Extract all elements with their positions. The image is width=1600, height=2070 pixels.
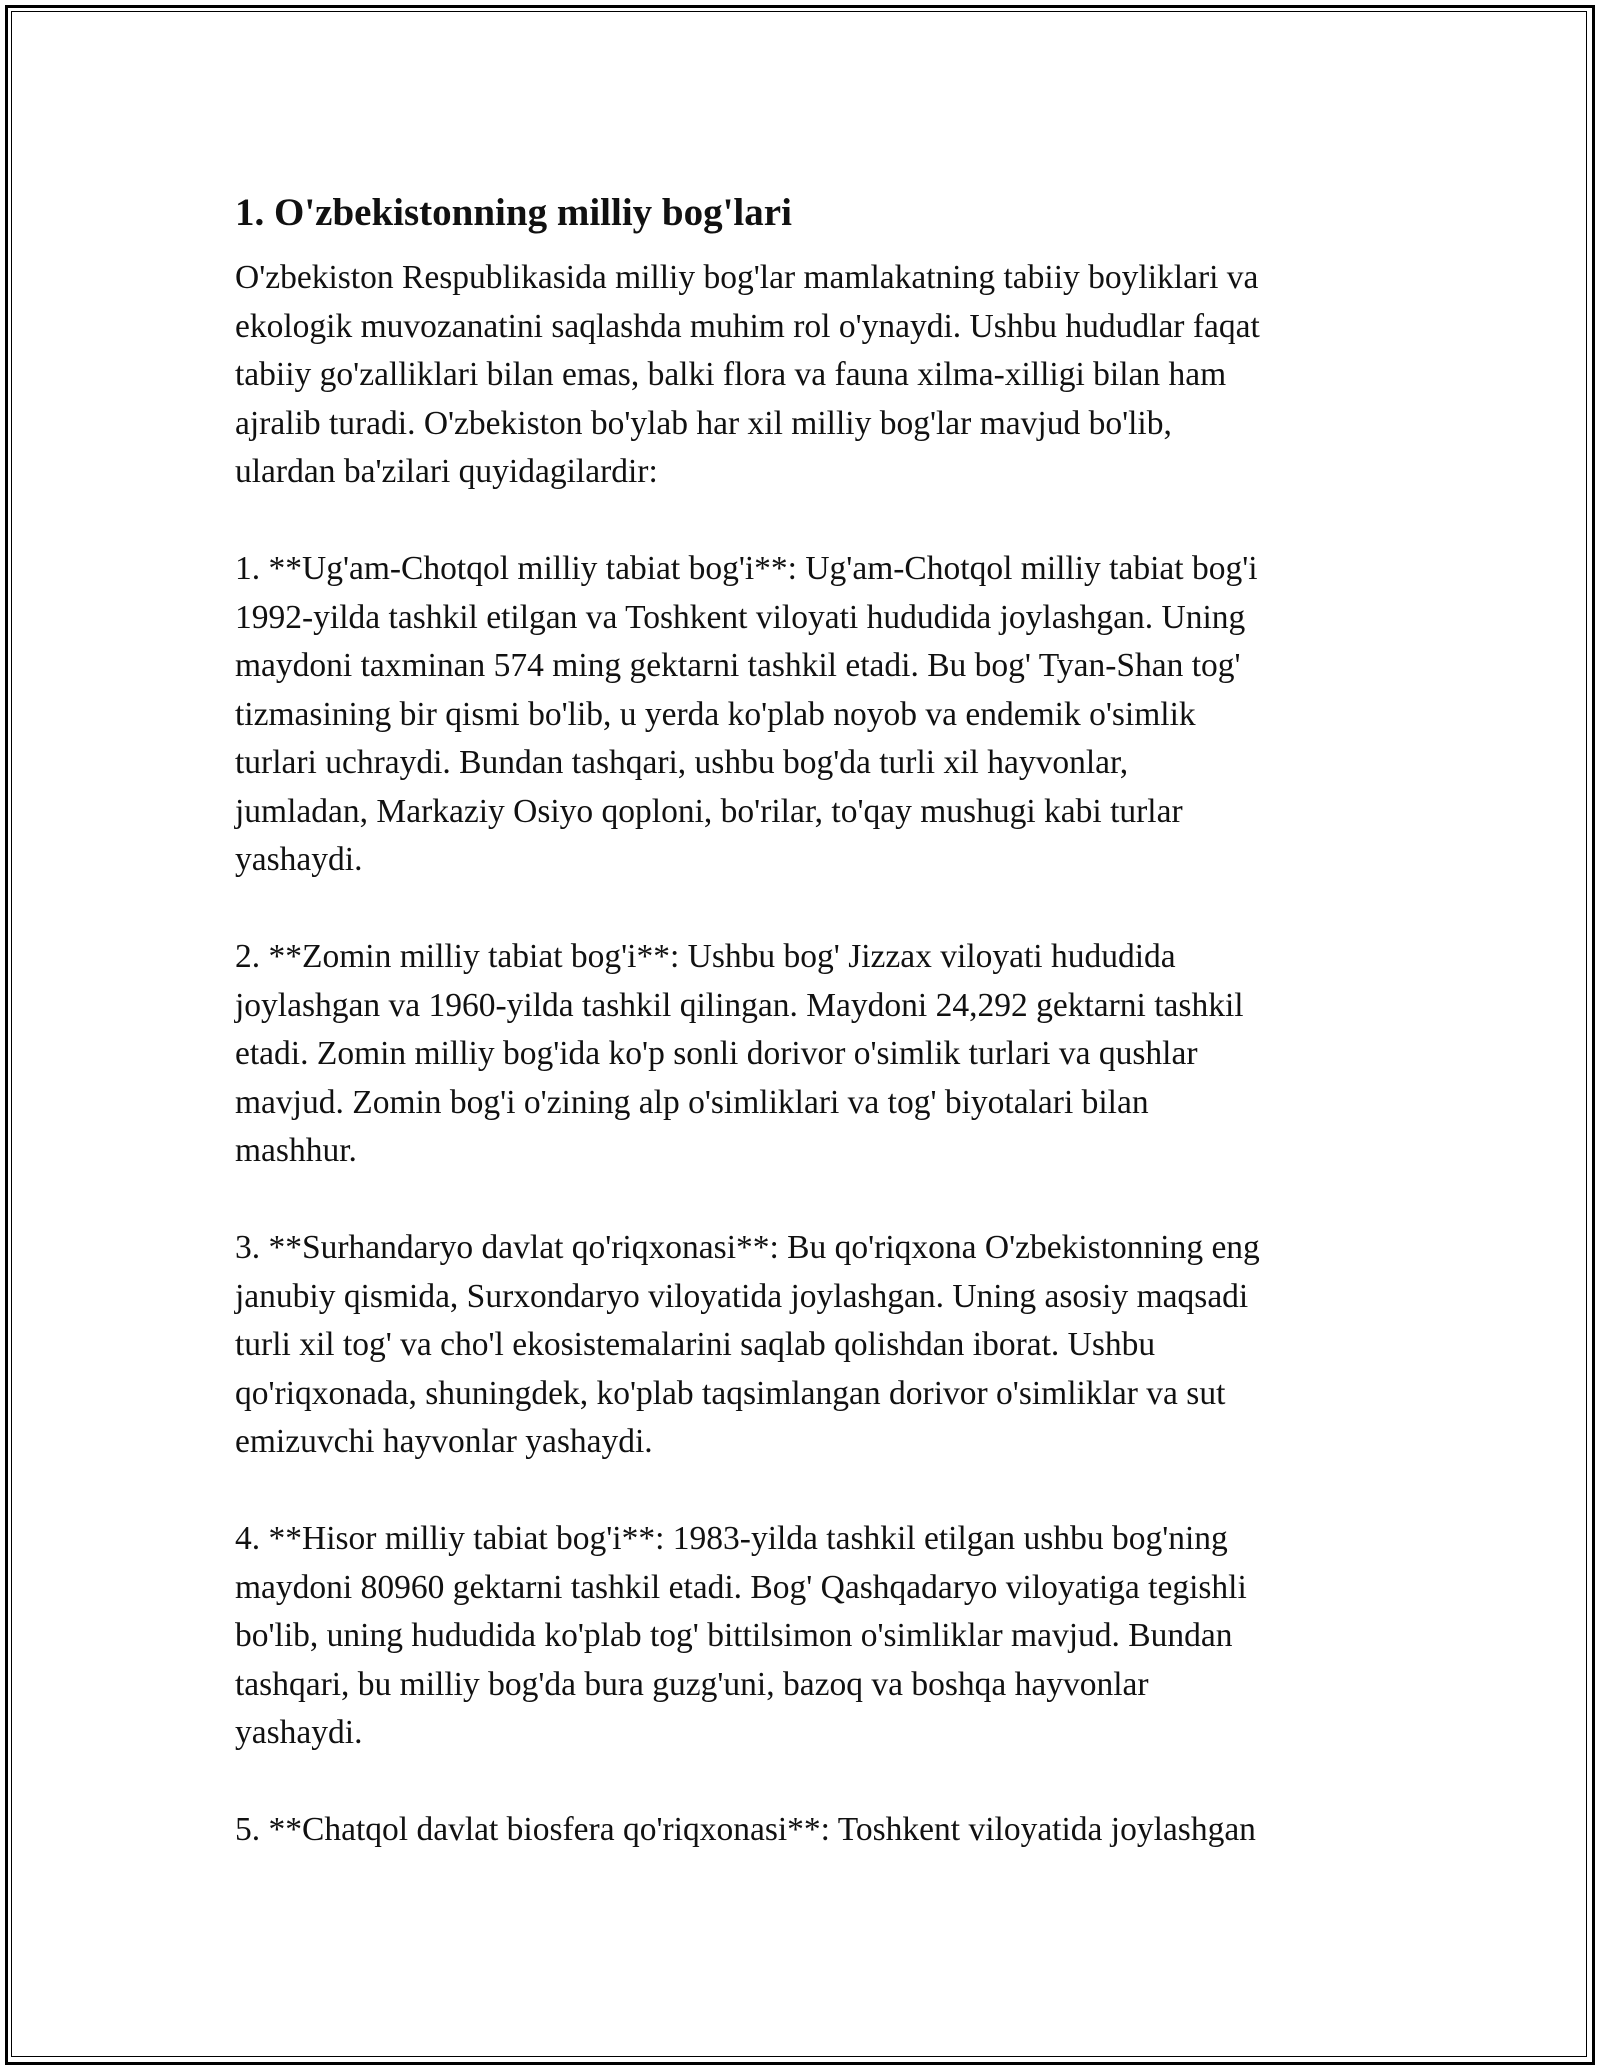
document-body bbox=[235, 188, 1375, 1903]
list-item-zomin: 2. **Zomin milliy tabiat bog'i**: Ushbu bog' Jizzax viloyati hududida joylashgan va 1960-yilda tashkil qilingan. Maydoni 24,292 gektarni tashkil etadi. Zomin milliy bog'ida ko'p sonli dorivor o'simlik turlari va qushlar mavjud. Zomin bog'i o'zining alp o'simliklari va tog' biyotalari bilan mashhur. bbox=[235, 938, 1244, 1169]
list-item-chatqol: 5. **Chatqol davlat biosfera qo'riqxonasi**: Toshkent viloyatida joylashgan bbox=[235, 1811, 1256, 1848]
section-heading: 1. O'zbekistonning milliy bog'lari bbox=[235, 191, 792, 234]
intro-paragraph: O'zbekiston Respublikasida milliy bog'lar mamlakatning tabiiy boyliklari va ekologik muvozanatini saqlashda muhim rol o'ynaydi. Ushbu hududlar faqat tabiiy go'zalliklari bilan emas, balki flora va fauna xilma-xilligi bilan ham ajralib turadi. O'zbekiston bo'ylab har xil milliy bog'lar mavjud bo'lib, ulardan ba'zilari quyidagilardir: bbox=[235, 259, 1260, 490]
list-item-surhandaryo: 3. **Surhandaryo davlat qo'riqxonasi**: Bu qo'riqxona O'zbekistonning eng janubiy qismida, Surxondaryo viloyatida joylashgan. Uning asosiy maqsadi turli xil tog' va cho'l ekosistemalarini saqlab qolishdan iborat. Ushbu qo'riqxonada, shuningdek, ko'plab taqsimlangan dorivor o'simliklar va sut emizuvchi hayvonlar yashaydi. bbox=[235, 1229, 1260, 1460]
list-item-hisor: 4. **Hisor milliy tabiat bog'i**: 1983-yilda tashkil etilgan ushbu bog'ning maydoni 80960 gektarni tashkil etadi. Bog' Qashqadaryo viloyatiga tegishli bo'lib, uning hududida ko'plab tog' bittilsimon o'simliklar mavjud. Bundan tashqari, bu milliy bog'da bura guzg'uni, bazoq va boshqa hayvonlar yashaydi. bbox=[235, 1520, 1247, 1751]
list-item-ugam-chotqol: 1. **Ug'am-Chotqol milliy tabiat bog'i**: Ug'am-Chotqol milliy tabiat bog'i 1992-yilda tashkil etilgan va Toshkent viloyati hududida joylashgan. Uning maydoni taxminan 574 ming gektarni tashkil etadi. Bu bog' Tyan-Shan tog' tizmasining bir qismi bo'lib, u yerda ko'plab noyob va endemik o'simlik turlari uchraydi. Bundan tashqari, ushbu bog'da turli xil hayvonlar, jumladan, Markaziy Osiyo qoploni, bo'rilar, to'qay mushugi kabi turlar yashaydi. bbox=[235, 550, 1258, 878]
